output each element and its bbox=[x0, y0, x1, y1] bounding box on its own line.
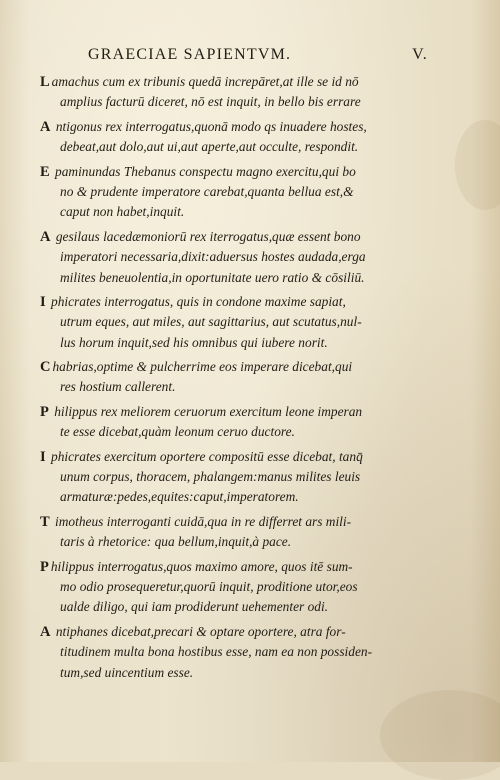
line-text: paminundas Thebanus conspectu magno exercitu,qui bo bbox=[51, 163, 356, 179]
line-text: mo odio prosequeretur,quorū inquit, proditione utor,eos bbox=[60, 578, 358, 594]
line-text: gesilaus lacedæmoniorū rex iterrogatus,quæ essent bono bbox=[52, 228, 361, 244]
initial-letter: P bbox=[40, 558, 49, 575]
text-line bbox=[40, 162, 435, 182]
line-text: hilippus interrogatus,quos maximo amore, quos itē sum- bbox=[50, 558, 353, 574]
text-line bbox=[40, 117, 435, 137]
line-text: unum corpus, thoracem, phalangem:manus milites leuis bbox=[60, 469, 361, 485]
text-line bbox=[40, 487, 435, 507]
text-line bbox=[40, 663, 435, 683]
line-text: res hostium callerent. bbox=[60, 379, 176, 395]
page-number: V. bbox=[412, 46, 428, 63]
text-line bbox=[40, 268, 435, 288]
text-line bbox=[40, 467, 435, 487]
line-text: ntigonus rex interrogatus,quonā modo qs inuadere hostes, bbox=[52, 118, 367, 134]
paragraph bbox=[40, 72, 435, 113]
paragraph bbox=[40, 117, 435, 158]
text-line bbox=[40, 422, 435, 442]
paragraph bbox=[40, 292, 435, 353]
line-text: milites beneuolentia,in oportunitate uero ratio & cōsiliū. bbox=[60, 269, 365, 285]
line-text: imperatori necessaria,dixit:aduersus hostes audada,erga bbox=[60, 249, 366, 265]
text-line bbox=[40, 642, 435, 662]
initial-letter: A bbox=[40, 623, 51, 640]
text-line bbox=[40, 532, 435, 552]
initial-letter: A bbox=[40, 118, 51, 135]
line-text: te esse dicebat,quàm leonum ceruo ductore. bbox=[60, 424, 295, 440]
paragraph bbox=[40, 357, 435, 398]
text-line bbox=[40, 597, 435, 617]
paragraph bbox=[40, 622, 435, 683]
line-text: lus horum inquit,sed his omnibus qui iubere norit. bbox=[60, 334, 328, 350]
paragraph bbox=[40, 557, 435, 618]
initial-letter: I bbox=[40, 448, 46, 465]
line-text: armaturæ:pedes,equites:caput,imperatorem. bbox=[60, 489, 299, 505]
text-line bbox=[40, 182, 435, 202]
line-text: tum,sed uincentium esse. bbox=[60, 664, 194, 680]
text-line bbox=[40, 72, 435, 92]
text-line bbox=[40, 312, 435, 332]
text-line bbox=[40, 402, 435, 422]
text-line bbox=[40, 557, 435, 577]
line-text: imotheus interroganti cuidā,qua in re differret ars mili- bbox=[51, 513, 352, 529]
text-line bbox=[40, 92, 435, 112]
paper-stain bbox=[455, 120, 500, 210]
paragraph bbox=[40, 402, 435, 443]
paper-stain bbox=[380, 690, 500, 780]
initial-letter: C bbox=[40, 359, 51, 376]
line-text: ntiphanes dicebat,precari & optare oportere, atra for- bbox=[52, 623, 346, 639]
running-head bbox=[88, 46, 428, 64]
body-text bbox=[40, 72, 435, 687]
line-text: amplius facturū diceret, nō est inquit, in bello bis errare bbox=[60, 94, 361, 110]
line-text: no & prudente imperatore carebat,quanta bellua est,& bbox=[60, 183, 354, 199]
text-line bbox=[40, 512, 435, 532]
line-text: amachus cum ex tribunis quedā increpāret,at ille se id nō bbox=[51, 74, 359, 89]
line-text: taris à rhetorice: qua bellum,inquit,à pace. bbox=[60, 534, 292, 550]
text-line bbox=[40, 377, 435, 397]
paragraph bbox=[40, 447, 435, 508]
text-line bbox=[40, 292, 435, 312]
line-text: utrum eques, aut miles, aut sagittarius, aut scutatus,nul- bbox=[60, 314, 362, 330]
text-line bbox=[40, 333, 435, 353]
line-text: debeat,aut dolo,aut ui,aut aperte,aut occulte, respondit. bbox=[60, 139, 359, 155]
initial-letter: E bbox=[40, 163, 50, 180]
text-line bbox=[40, 247, 435, 267]
line-text: ualde diligo, qui iam prodiderunt uehementer odi. bbox=[60, 599, 329, 615]
line-text: phicrates interrogatus, quis in condone maxime sapiat, bbox=[47, 293, 346, 309]
paragraph bbox=[40, 227, 435, 288]
line-text: habrias,optime & pulcherrime eos imperare dicebat,qui bbox=[52, 359, 353, 375]
initial-letter: P bbox=[40, 403, 49, 420]
text-line bbox=[40, 622, 435, 642]
initial-letter: L bbox=[40, 74, 50, 90]
initial-letter: I bbox=[40, 293, 46, 310]
text-line bbox=[40, 202, 435, 222]
line-text: phicrates exercitum oportere compositū esse dicebat, tanq̄ bbox=[47, 448, 363, 464]
running-title: GRAECIAE SAPIENTVM. bbox=[88, 46, 292, 63]
text-line bbox=[40, 577, 435, 597]
line-text: titudinem multa bona hostibus esse, nam ea non possiden- bbox=[60, 644, 373, 660]
paragraph bbox=[40, 512, 435, 553]
text-line bbox=[40, 227, 435, 247]
paragraph bbox=[40, 162, 435, 223]
text-line bbox=[40, 137, 435, 157]
line-text: caput non habet,inquit. bbox=[60, 204, 185, 220]
initial-letter: T bbox=[40, 513, 50, 530]
text-line bbox=[40, 447, 435, 467]
line-text: hilippus rex meliorem ceruorum exercitum leone imperan bbox=[50, 403, 363, 419]
initial-letter: A bbox=[40, 228, 51, 245]
text-line bbox=[40, 357, 435, 377]
